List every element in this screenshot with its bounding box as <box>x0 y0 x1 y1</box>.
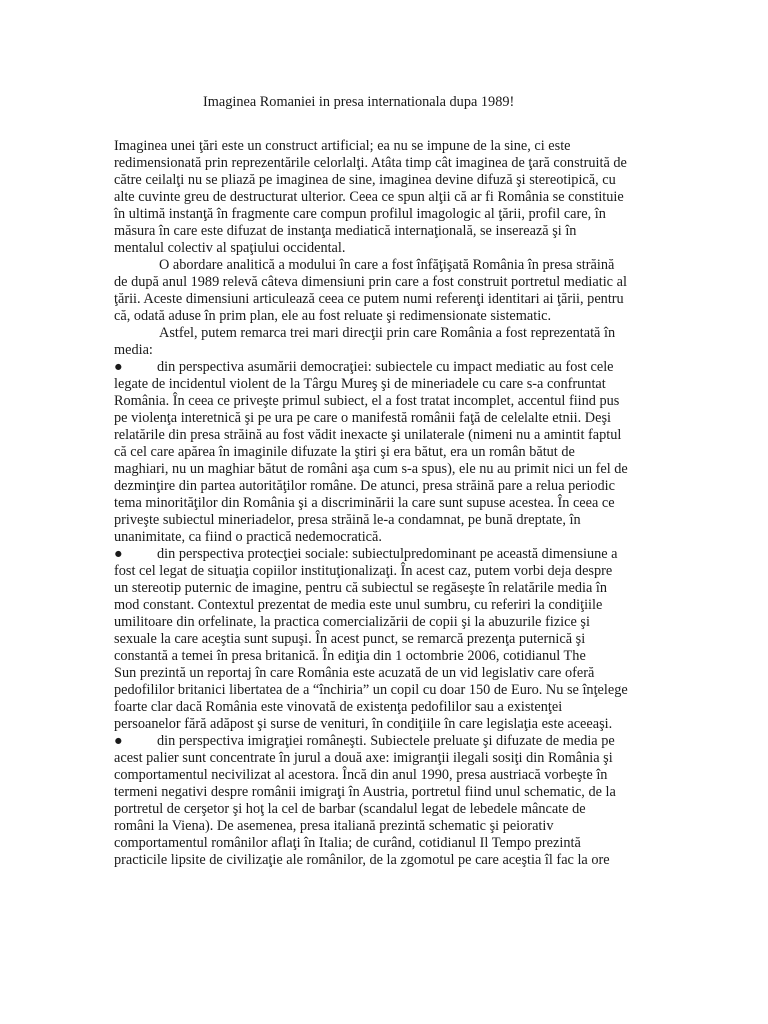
line-text: media: <box>114 342 153 358</box>
text-line <box>114 223 674 240</box>
line-text: relatările din presa străină au fost vădit inexacte şi unilaterale (nimeni nu a amintit faptul <box>114 427 622 443</box>
text-line <box>114 852 674 869</box>
line-text: fost cel legat de situaţia copiilor instituţionalizaţi. În acest caz, putem vorbi deja despre <box>114 563 613 579</box>
text-line <box>114 716 674 733</box>
text-line <box>114 376 674 393</box>
line-text: Sun prezintă un reportaj în care România este acuzată de un vid legislativ care oferă <box>114 665 595 681</box>
line-text: pe violenţa interetnică şi pe ura pe care o manifestă românii faţă de celelalte etnii. Deşi <box>114 410 611 426</box>
line-text: din perspectiva imigraţiei româneşti. Subiectele preluate şi difuzate de media pe <box>157 733 615 749</box>
text-line <box>114 240 674 257</box>
text-line <box>114 665 674 682</box>
bullet-icon: ● <box>114 359 123 375</box>
line-text: redimensionată prin reprezentările celorlalţi. Atâta timp cât imaginea de ţară construită de <box>114 155 627 171</box>
text-line <box>114 393 674 410</box>
text-line <box>114 291 674 308</box>
text-line <box>114 818 674 835</box>
line-text: portretul de cerşetor şi hoţ la cel de barbar (scandalul legat de lebedele mâncate de <box>114 801 586 817</box>
line-text: comportamentul românilor aflaţi în Italia; de curând, cotidianul Il Tempo prezintă <box>114 835 581 851</box>
line-text: dezminţire din partea autorităţilor române. De atunci, presa străină pare a relua periodic <box>114 478 615 494</box>
line-text: termeni negativi despre românii imigraţi în Austria, portretul fiind unul schematic, de la <box>114 784 616 800</box>
bullet-line <box>114 733 674 750</box>
document-title: Imaginea Romaniei in presa internationala dupa 1989! <box>203 94 515 110</box>
text-line <box>114 767 674 784</box>
line-text: din perspectiva asumării democraţiei: subiectele cu impact mediatic au fost cele <box>157 359 614 375</box>
line-text: România. În ceea ce priveşte primul subiect, el a fost tratat incomplet, accentul fiind pus <box>114 393 620 409</box>
text-line <box>114 410 674 427</box>
line-text: maghiari, nu un maghiar bătut de români aşa cum s-a spus), ele nu au primit nici un fel de <box>114 461 628 477</box>
text-line <box>114 308 674 325</box>
text-line <box>114 189 674 206</box>
text-line <box>114 257 674 274</box>
line-text: sexuale la care aceştia sunt supuşi. În acest punct, se remarcă prezenţa puternică şi <box>114 631 586 647</box>
text-line <box>114 597 674 614</box>
text-line <box>114 155 674 172</box>
text-line <box>114 478 674 495</box>
line-text: alte cuvinte greu de destructurat ulterior. Ceea ce spun alţii că ar fi România se constituie <box>114 189 624 205</box>
bullet-line <box>114 359 674 376</box>
document-body <box>114 138 674 869</box>
text-line <box>114 563 674 580</box>
text-line <box>114 325 674 342</box>
line-text: mod constant. Contextul prezentat de media este unul sumbru, cu referiri la condiţiile <box>114 597 603 613</box>
text-line <box>114 750 674 767</box>
text-line <box>114 529 674 546</box>
line-text: ţării. Aceste dimensiuni articulează ceea ce putem numi referenţi identitari ai ţării, pentru <box>114 291 624 307</box>
text-line <box>114 648 674 665</box>
line-text: unanimitate, ca fiind o practică nedemocratică. <box>114 529 382 545</box>
line-text: un stereotip puternic de imagine, pentru că subiectul se regăseşte în relatările media în <box>114 580 608 596</box>
line-text: din perspectiva protecţiei sociale: subiectulpredominant pe această dimensiune a <box>157 546 618 562</box>
line-text: în ultimă instanţă în fragmente care compun profilul imagologic al ţării, profil care, în <box>114 206 606 222</box>
line-text: umilitoare din orfelinate, la practica comercializării de copii şi la abuzurile fizice şi <box>114 614 590 630</box>
line-text: mentalul colectiv al spaţiului occidental. <box>114 240 346 256</box>
text-line <box>114 801 674 818</box>
text-line <box>114 512 674 529</box>
line-text: către ceilalţi nu se pliază pe imaginea de sine, imaginea devine difuză şi stereotipică, cu <box>114 172 616 188</box>
bullet-line <box>114 546 674 563</box>
text-line <box>114 274 674 291</box>
text-line <box>114 784 674 801</box>
bullet-icon: ● <box>114 546 123 562</box>
line-text: de după anul 1989 relevă câteva dimensiuni prin care a fost construit portretul mediatic al <box>114 274 627 290</box>
text-line <box>114 138 674 155</box>
line-text: O abordare analitică a modului în care a fost înfăţişată România în presa străină <box>159 257 615 273</box>
text-line <box>114 614 674 631</box>
line-text: legate de incidentul violent de la Târgu Mureş şi de mineriadele cu care s-a confruntat <box>114 376 606 392</box>
text-line <box>114 682 674 699</box>
line-text: foarte clar dacă România este vinovată de existenţa pedofililor sau a existenţei <box>114 699 563 715</box>
line-text: români la Viena). De asemenea, presa italiană prezintă schematic şi peiorativ <box>114 818 554 834</box>
line-text: persoanelor fără adăpost şi surse de venituri, în condiţiile în care legislaţia este aceeaşi. <box>114 716 613 732</box>
text-line <box>114 631 674 648</box>
text-line <box>114 699 674 716</box>
line-text: Astfel, putem remarca trei mari direcţii prin care România a fost reprezentată în <box>159 325 616 341</box>
bullet-icon: ● <box>114 733 123 749</box>
line-text: că cel care apărea în imaginile difuzate la ştiri şi era bătut, era un român bătut de <box>114 444 575 460</box>
line-text: Imaginea unei ţări este un construct artificial; ea nu se impune de la sine, ci este <box>114 138 571 154</box>
line-text: că, odată aduse în prim plan, ele au fost reluate şi redimensionate sistematic. <box>114 308 552 324</box>
line-text: acest palier sunt concentrate în jurul a două axe: imigranţii ilegali sosiţi din România şi <box>114 750 613 766</box>
line-text: tema minorităţilor din România şi a discriminării la care sunt supuse acestea. În ceea ce <box>114 495 615 511</box>
line-text: comportamentul necivilizat al acestora. Încă din anul 1990, presa austriacă vorbeşte în <box>114 767 608 783</box>
text-line <box>114 444 674 461</box>
text-line <box>114 495 674 512</box>
text-line <box>114 427 674 444</box>
text-line <box>114 580 674 597</box>
text-line <box>114 835 674 852</box>
text-line <box>114 342 674 359</box>
line-text: constantă a temei în presa britanică. În ediţia din 1 octombrie 2006, cotidianul The <box>114 648 586 664</box>
line-text: priveşte subiectul mineriadelor, presa străină le-a condamnat, pe bună dreptate, în <box>114 512 581 528</box>
text-line <box>114 172 674 189</box>
line-text: practicile lipsite de civilizaţie ale românilor, de la zgomotul pe care aceştia îl fac la ore <box>114 852 610 868</box>
line-text: pedofililor britanici libertatea de a “închiria” un copil cu doar 150 de Euro. Nu se înţelege <box>114 682 628 698</box>
line-text: măsura în care este difuzat de instanţa mediatică internaţională, se inserează şi în <box>114 223 577 239</box>
text-line <box>114 206 674 223</box>
text-line <box>114 461 674 478</box>
